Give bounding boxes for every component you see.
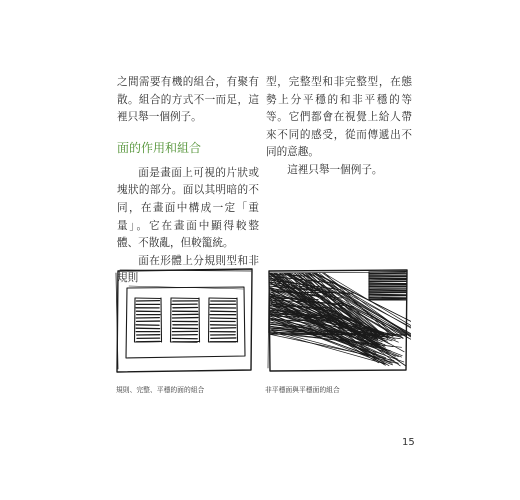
page-number: 15 (402, 437, 415, 448)
left-paragraph-2: 面是畫面上可視的片狀或塊狀的部分。面以其明暗的不同，在畫面中構成一定「重量」。它在畫面中顯得較整體、不散亂，但較籠統。 (117, 166, 259, 250)
right-figure-caption: 非平穩面與平穩面的組合 (265, 386, 340, 394)
left-paragraph-1: 之間需要有機的組合，有聚有散。組合的方式不一而足，這裡只舉一個例子。 (117, 76, 259, 124)
left-text-column (117, 74, 259, 288)
right-paragraph-1: 型，完整型和非完整型，在態勢上分平穩的和非平穩的等等。它們都會在視覺上給人帶來不同的感受，從而傳遞出不同的意趣。 (266, 76, 412, 159)
section-heading: 面的作用和組合 (117, 140, 202, 155)
right-paragraph-2: 這裡只舉一個例子。 (287, 163, 383, 176)
left-paragraph-3: 面在形體上分規則型和非規則 (117, 254, 259, 285)
right-text-column (266, 74, 412, 180)
left-figure-caption: 規則、完整、平穩的面的組合 (116, 386, 205, 394)
regular-planes-sketch (113, 268, 255, 374)
unstable-planes-sketch (265, 268, 411, 374)
